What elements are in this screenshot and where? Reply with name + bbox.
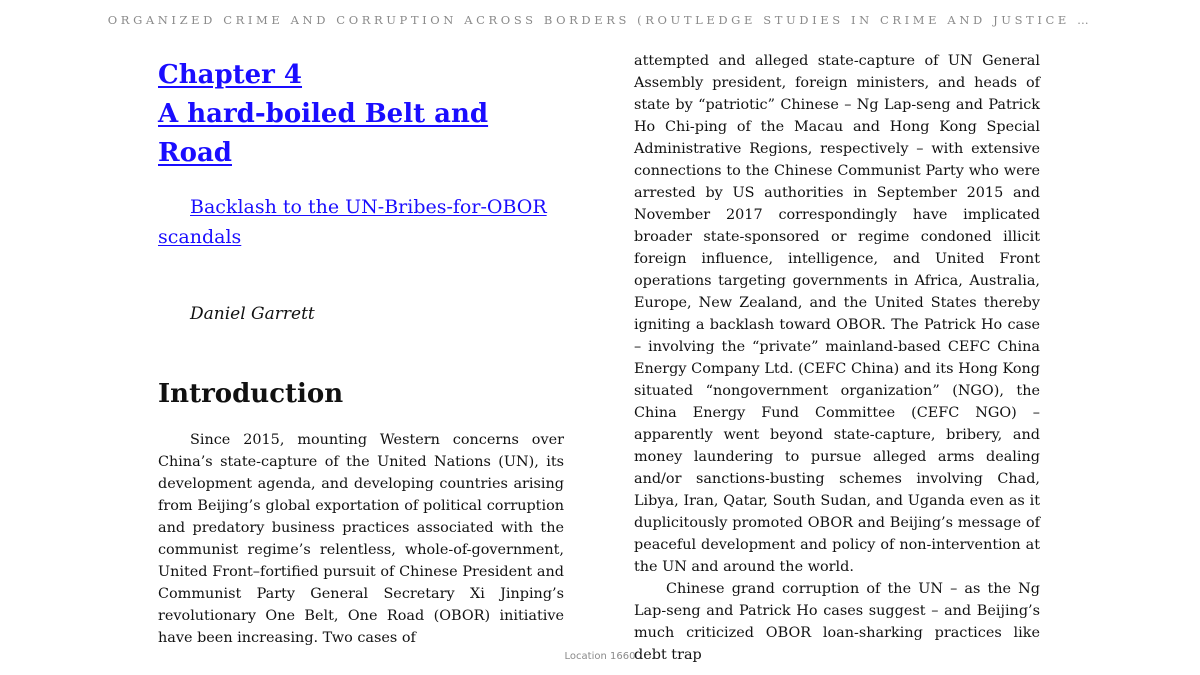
running-header-book-title: ORGANIZED CRIME AND CORRUPTION ACROSS BORDERS (ROUTLEDGE STUDIES IN CRIME AND JUSTICE … — [107, 13, 1093, 27]
section-heading-introduction: Introduction — [158, 379, 344, 409]
chapter-number-link[interactable]: Chapter 4 — [158, 60, 303, 90]
chapter-title-link-line-2[interactable]: Road — [158, 138, 232, 168]
reading-location: Location 1660 — [564, 651, 636, 662]
chapter-subtitle-link[interactable]: Backlash to the UN-Bribes-for-OBOR scandals — [158, 196, 547, 248]
body-paragraph-left: Since 2015, mounting Western concerns over China’s state-capture of the United Nations (UN), its development agenda, and developing countries arising from Beijing’s global exportation of political corruption and predatory business practices associated with the communist regime’s relentless, whole-of-government, United Front–fortified pursuit of Chinese President and Communist Party General Secretary Xi Jinping’s revolutionary One Belt, One Road (OBOR) initiative have been increasing. Two cases of — [158, 432, 564, 646]
body-paragraph-continued: attempted and alleged state-capture of UN General Assembly president, foreign ministers, and heads of state by “patriotic” Chinese – Ng Lap-seng and Patrick Ho Chi-ping of the Macau and Hong Kong Special Administrative Regions, respectively – with extensive connections to the Chinese Communist Party who were arrested by US authorities in September 2015 and November 2017 correspondingly have implicated broader state-sponsored or regime condoned illicit foreign influence, intelligence, and United Front operations targeting governments in Africa, Australia, Europe, New Zealand, and the United States thereby igniting a backlash toward OBOR. The Patrick Ho case – involving the “private” mainland-based CEFC China Energy Company Ltd. (CEFC China) and its Hong Kong situated “nongovernment organization” (NGO), the China Energy Fund Committee (CEFC NGO) – apparently went beyond state-capture, bribery, and money laundering to pursue alleged arms dealing and/or sanctions-busting schemes involving Chad, Libya, Iran, Qatar, South Sudan, and Uganda even as it duplicitously promoted OBOR and Beijing’s message of peaceful development and policy of non-intervention at the UN and around the world. — [634, 53, 1040, 575]
chapter-subtitle — [158, 192, 564, 252]
chapter-author: Daniel Garrett — [190, 304, 315, 324]
chapter-title — [158, 56, 498, 173]
left-column — [158, 50, 564, 649]
body-paragraph-2: Chinese grand corruption of the UN – as the Ng Lap-seng and Patrick Ho cases suggest – and Beijing’s much criticized OBOR loan-sharking practices like debt trap — [634, 581, 1040, 663]
chapter-title-link-line-1[interactable]: A hard-boiled Belt and — [158, 99, 489, 129]
right-column — [634, 50, 1040, 666]
